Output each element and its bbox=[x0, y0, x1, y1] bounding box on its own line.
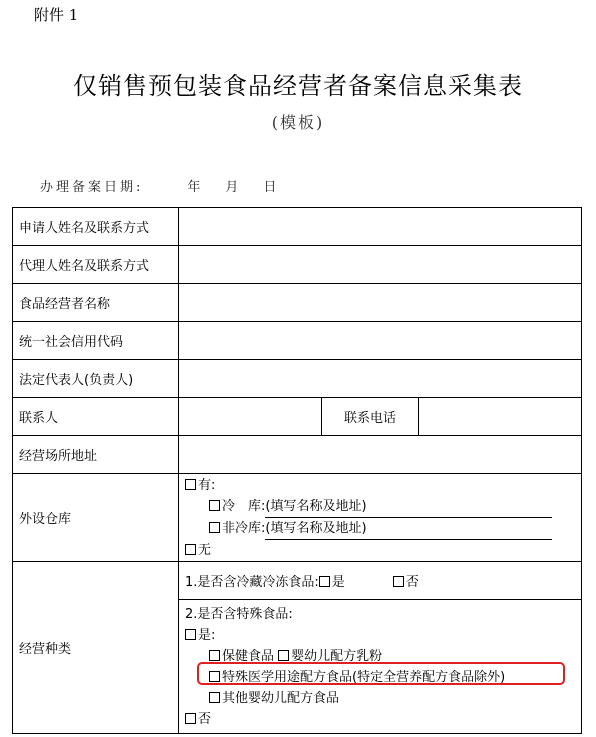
table-row bbox=[13, 284, 582, 322]
year-label: 年 bbox=[187, 180, 204, 195]
agent-label: 代理人姓名及联系方式 bbox=[13, 246, 179, 284]
credit-code-field[interactable] bbox=[179, 322, 582, 360]
table-row bbox=[13, 474, 582, 562]
attachment-label: 附件 1 bbox=[34, 6, 79, 24]
health-food-option[interactable]: 保健食品 bbox=[209, 649, 274, 664]
cold-food-question: 1.是否含冷藏冷冻食品: 是 否 bbox=[179, 562, 582, 600]
highlight-box bbox=[197, 662, 565, 685]
table-row bbox=[13, 208, 582, 246]
checkbox-icon[interactable] bbox=[209, 500, 220, 511]
applicant-label: 申请人姓名及联系方式 bbox=[13, 208, 179, 246]
warehouse-options bbox=[179, 474, 582, 562]
checkbox-icon[interactable] bbox=[209, 522, 220, 533]
warehouse-no-option[interactable]: 无 bbox=[185, 540, 575, 561]
contact-field[interactable] bbox=[179, 398, 322, 436]
table-row bbox=[13, 562, 582, 600]
checkbox-icon[interactable] bbox=[278, 650, 289, 661]
agent-field[interactable] bbox=[179, 246, 582, 284]
checkbox-icon[interactable] bbox=[393, 576, 404, 587]
address-field[interactable] bbox=[179, 436, 582, 474]
checkbox-icon[interactable] bbox=[209, 650, 220, 661]
checkbox-icon[interactable] bbox=[185, 713, 196, 724]
table-row bbox=[13, 322, 582, 360]
cold-storage-option[interactable]: 冷 库:(填写名称及地址) bbox=[185, 496, 575, 518]
table-row bbox=[13, 246, 582, 284]
other-infant-food-option[interactable]: 其他婴幼儿配方食品 bbox=[185, 688, 575, 709]
filing-form-table bbox=[12, 207, 582, 734]
operator-name-field[interactable] bbox=[179, 284, 582, 322]
business-type-label: 经营种类 bbox=[13, 562, 179, 734]
applicant-field[interactable] bbox=[179, 208, 582, 246]
table-row bbox=[13, 436, 582, 474]
cold-storage-field[interactable]: (填写名称及地址) bbox=[265, 496, 552, 518]
cold-food-no-option[interactable]: 否 bbox=[393, 575, 419, 590]
warehouse-yes-option[interactable]: 有: bbox=[185, 475, 575, 496]
noncold-storage-option[interactable]: 非冷库:(填写名称及地址) bbox=[185, 518, 575, 540]
special-food-yes-option[interactable]: 是: bbox=[185, 625, 575, 646]
special-food-question: 2.是否含特殊食品: 是: 保健食品 婴幼儿配方乳粉 特殊医学用途配方食品(特定全营养配方食品除外) 其他婴幼儿配方食品 否 bbox=[179, 600, 582, 734]
checkbox-icon[interactable] bbox=[185, 544, 196, 555]
checkbox-icon[interactable] bbox=[185, 629, 196, 640]
table-row bbox=[13, 398, 582, 436]
month-label: 月 bbox=[225, 180, 242, 195]
legal-rep-label: 法定代表人(负责人) bbox=[13, 360, 179, 398]
infant-milk-option[interactable]: 婴幼儿配方乳粉 bbox=[278, 649, 382, 664]
contact-phone-field[interactable] bbox=[419, 398, 582, 436]
noncold-storage-field[interactable]: (填写名称及地址) bbox=[265, 518, 552, 540]
legal-rep-field[interactable] bbox=[179, 360, 582, 398]
address-label: 经营场所地址 bbox=[13, 436, 179, 474]
checkbox-icon[interactable] bbox=[209, 692, 220, 703]
cold-food-yes-option[interactable]: 是 bbox=[319, 575, 345, 590]
medical-food-option[interactable]: 特殊医学用途配方食品(特定全营养配方食品除外) bbox=[185, 667, 575, 688]
page-title: 仅销售预包装食品经营者备案信息采集表 bbox=[73, 72, 523, 100]
credit-code-label: 统一社会信用代码 bbox=[13, 322, 179, 360]
special-food-no-option[interactable]: 否 bbox=[185, 709, 575, 730]
page-subtitle: (模板) bbox=[271, 113, 325, 132]
filing-date-line bbox=[40, 176, 279, 195]
filing-date-label: 办理备案日期: bbox=[40, 180, 144, 195]
contact-label: 联系人 bbox=[13, 398, 179, 436]
day-label: 日 bbox=[263, 180, 280, 195]
checkbox-icon[interactable] bbox=[185, 479, 196, 490]
table-row bbox=[13, 360, 582, 398]
checkbox-icon[interactable] bbox=[319, 576, 330, 587]
contact-phone-label: 联系电话 bbox=[322, 398, 419, 436]
operator-name-label: 食品经营者名称 bbox=[13, 284, 179, 322]
warehouse-label: 外设仓库 bbox=[13, 474, 179, 562]
